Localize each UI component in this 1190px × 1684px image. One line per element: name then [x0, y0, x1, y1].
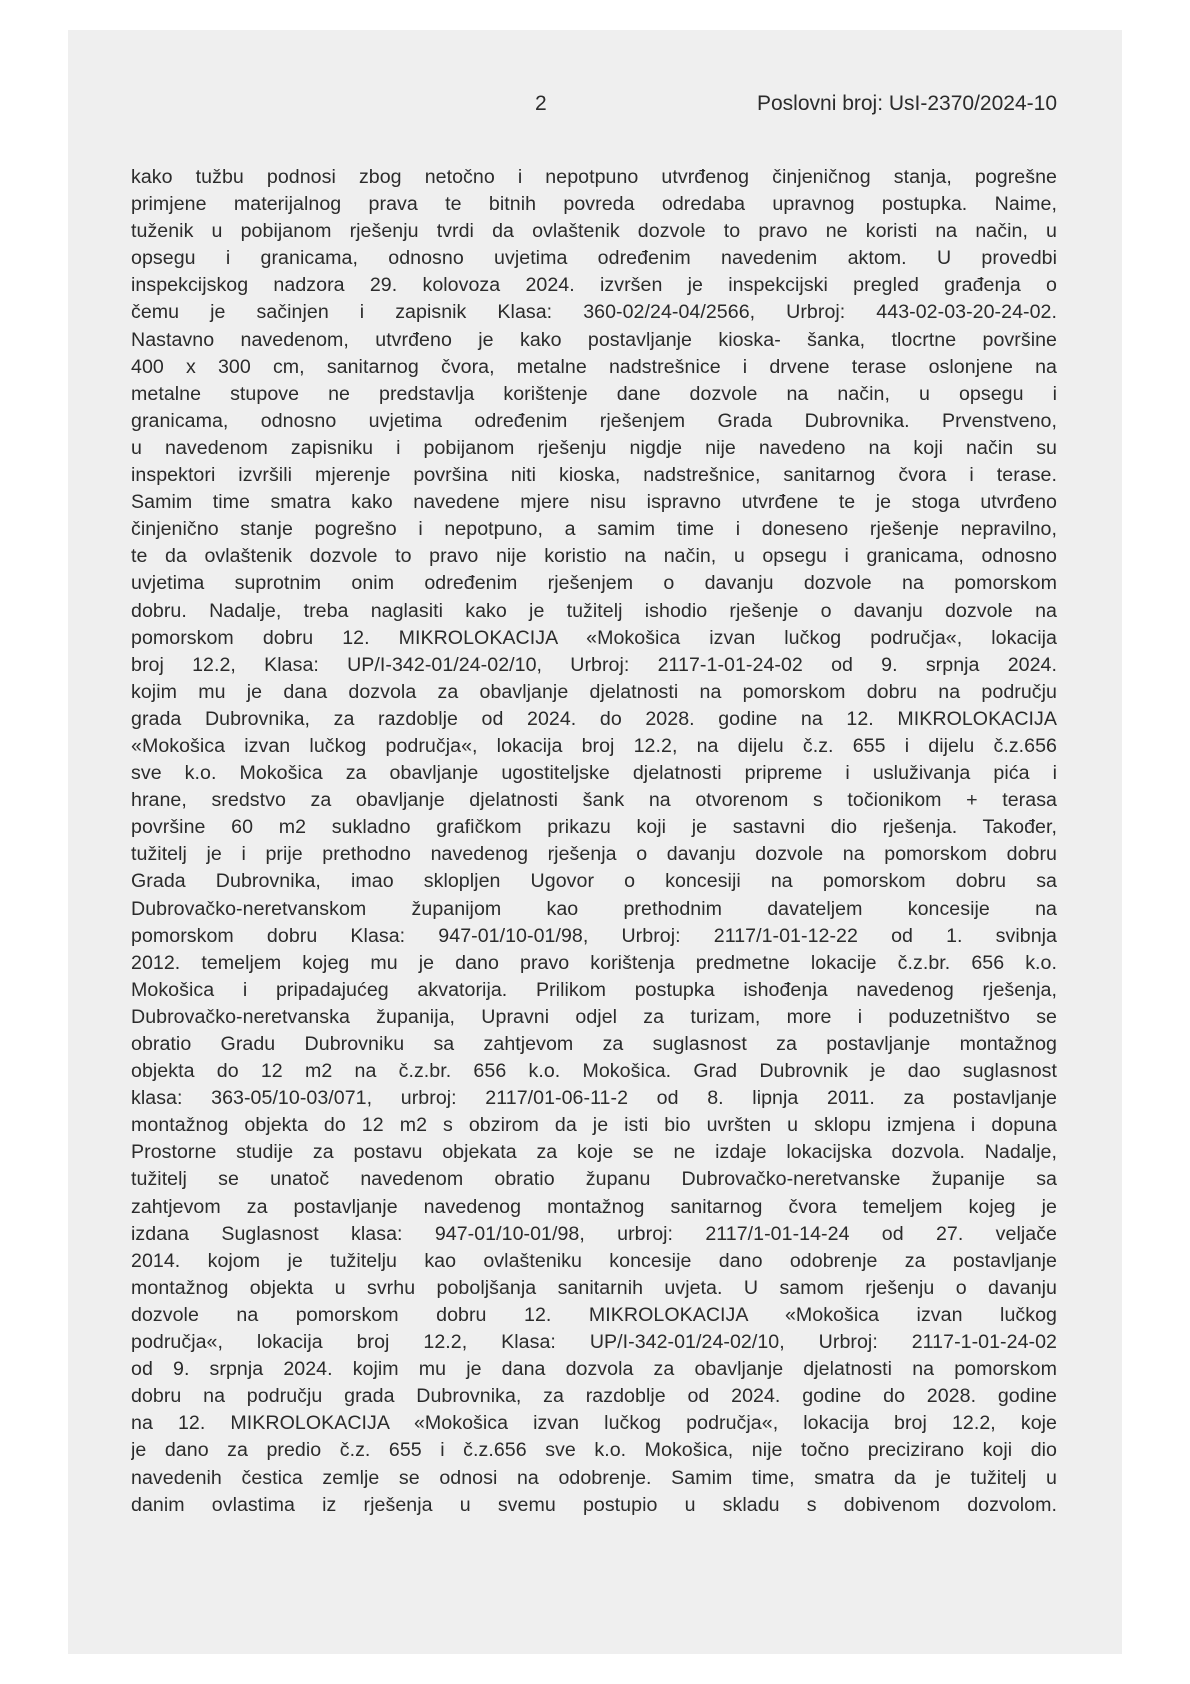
page-header — [131, 92, 1057, 122]
text-line: tužitelj je i prije prethodno navedenog rješenja o davanju dozvole na pomorskom dobru — [131, 843, 1057, 866]
text-line: čemu je sačinjen i zapisnik Klasa: 360-02/24-04/2566, Urbroj: 443-02-03-20-24-02. — [131, 301, 1057, 324]
text-line: danim ovlastima iz rješenja u svemu postupio u skladu s dobivenom dozvolom. — [131, 1493, 1057, 1516]
text-line: Mokošica i pripadajućeg akvatorija. Prilikom postupka ishođenja navedenog rješenja, — [131, 978, 1057, 1001]
text-line: Prostorne studije za postavu objekata za koje se ne izdaje lokacijska dozvola. Nadalje, — [131, 1141, 1057, 1164]
text-line: primjene materijalnog prava te bitnih povreda odredaba upravnog postupka. Naime, — [131, 193, 1057, 216]
text-line: činjenično stanje pogrešno i nepotpuno, a samim time i doneseno rješenje nepravilno, — [131, 518, 1057, 541]
text-line: inspekcijskog nadzora 29. kolovoza 2024. izvršen je inspekcijski pregled građenja o — [131, 274, 1057, 297]
text-line: klasa: 363-05/10-03/071, urbroj: 2117/01-06-11-2 od 8. lipnja 2011. za postavljanje — [131, 1087, 1057, 1110]
case-number: Poslovni broj: UsI-2370/2024-10 — [756, 92, 1057, 115]
text-line: opsegu i granicama, odnosno uvjetima određenim navedenim aktom. U provedbi — [131, 247, 1057, 270]
text-line: Dubrovačko-neretvanskom županijom kao prethodnim davateljem koncesije na — [131, 897, 1057, 920]
text-line: objekta do 12 m2 na č.z.br. 656 k.o. Mokošica. Grad Dubrovnik je dao suglasnost — [131, 1060, 1057, 1083]
text-line: na 12. MIKROLOKACIJA «Mokošica izvan lučkog područja«, lokacija broj 12.2, koje — [131, 1412, 1057, 1435]
text-line: izdana Suglasnost klasa: 947-01/10-01/98, urbroj: 2117/1-01-14-24 od 27. veljače — [131, 1222, 1057, 1245]
text-line: je dano za predio č.z. 655 i č.z.656 sve k.o. Mokošica, nije točno precizirano koji dio — [131, 1439, 1057, 1462]
text-line: pomorskom dobru 12. MIKROLOKACIJA «Mokošica izvan lučkog područja«, lokacija — [131, 626, 1057, 649]
text-line: montažnog objekta u svrhu poboljšanja sanitarnih uvjeta. U samom rješenju o davanju — [131, 1276, 1057, 1299]
text-line: dobru. Nadalje, treba naglasiti kako je tužitelj ishodio rješenje o davanju dozvole na — [131, 599, 1057, 622]
text-line: pomorskom dobru Klasa: 947-01/10-01/98, Urbroj: 2117/1-01-12-22 od 1. svibnja — [131, 924, 1057, 947]
text-line: granicama, odnosno uvjetima određenim rješenjem Grada Dubrovnika. Prvenstveno, — [131, 409, 1057, 432]
page-number: 2 — [535, 92, 547, 115]
text-line: navedenih čestica zemlje se odnosi na odobrenje. Samim time, smatra da je tužitelj u — [131, 1466, 1057, 1489]
text-line: metalne stupove ne predstavlja korištenje dane dozvole na način, u opsegu i — [131, 382, 1057, 405]
text-line: tuženik u pobijanom rješenju tvrdi da ovlaštenik dozvole to pravo ne koristi na način, u — [131, 220, 1057, 243]
text-line: zahtjevom za postavljanje navedenog montažnog sanitarnog čvora temeljem kojeg je — [131, 1195, 1057, 1218]
text-line: broj 12.2, Klasa: UP/I-342-01/24-02/10, Urbroj: 2117-1-01-24-02 od 9. srpnja 2024. — [131, 653, 1057, 676]
text-line: područja«, lokacija broj 12.2, Klasa: UP/I-342-01/24-02/10, Urbroj: 2117-1-01-24-02 — [131, 1331, 1057, 1354]
text-line: «Mokošica izvan lučkog područja«, lokacija broj 12.2, na dijelu č.z. 655 i dijelu č.z.656 — [131, 734, 1057, 757]
text-line: 2012. temeljem kojeg mu je dano pravo korištenja predmetne lokacije č.z.br. 656 k.o. — [131, 951, 1057, 974]
text-line: Nastavno navedenom, utvrđeno je kako postavljanje kioska- šanka, tlocrtne površine — [131, 328, 1057, 351]
text-line: montažnog objekta do 12 m2 s obzirom da je isti bio uvršten u sklopu izmjena i dopuna — [131, 1114, 1057, 1137]
text-line: inspektori izvršili mjerenje površina niti kioska, nadstrešnice, sanitarnog čvora i terase. — [131, 464, 1057, 487]
text-line: hrane, sredstvo za obavljanje djelatnosti šank na otvorenom s točionikom + terasa — [131, 789, 1057, 812]
text-line: 400 x 300 cm, sanitarnog čvora, metalne nadstrešnice i drvene terase oslonjene na — [131, 355, 1057, 378]
text-line: te da ovlaštenik dozvole to pravo nije koristio na način, u opsegu i granicama, odnosno — [131, 545, 1057, 568]
text-line: od 9. srpnja 2024. kojim mu je dana dozvola za obavljanje djelatnosti na pomorskom — [131, 1358, 1057, 1381]
text-line: uvjetima suprotnim onim određenim rješenjem o davanju dozvole na pomorskom — [131, 572, 1057, 595]
text-line: obratio Gradu Dubrovniku sa zahtjevom za suglasnost za postavljanje montažnog — [131, 1033, 1057, 1055]
text-line: Grada Dubrovnika, imao sklopljen Ugovor o koncesiji na pomorskom dobru sa — [131, 870, 1057, 893]
text-line: kojim mu je dana dozvola za obavljanje djelatnosti na pomorskom dobru na području — [131, 680, 1057, 703]
body-paragraph — [131, 164, 1057, 1519]
text-line: Dubrovačko-neretvanska županija, Upravni odjel za turizam, more i poduzetništvo se — [131, 1005, 1057, 1028]
text-line: površine 60 m2 sukladno grafičkom prikazu koji je sastavni dio rješenja. Također, — [131, 816, 1057, 839]
text-line: grada Dubrovnika, za razdoblje od 2024. do 2028. godine na 12. MIKROLOKACIJA — [131, 707, 1057, 730]
text-line: dobru na području grada Dubrovnika, za razdoblje od 2024. godine do 2028. godine — [131, 1385, 1057, 1408]
text-line: sve k.o. Mokošica za obavljanje ugostiteljske djelatnosti pripreme i usluživanja pića i — [131, 762, 1057, 785]
text-line: tužitelj se unatoč navedenom obratio županu Dubrovačko-neretvanske županije sa — [131, 1168, 1057, 1191]
text-line: u navedenom zapisniku i pobijanom rješenju nigdje nije navedeno na koji način su — [131, 436, 1057, 459]
text-line: Samim time smatra kako navedene mjere nisu ispravno utvrđene te je stoga utvrđeno — [131, 491, 1057, 514]
text-line: dozvole na pomorskom dobru 12. MIKROLOKACIJA «Mokošica izvan lučkog — [131, 1303, 1057, 1326]
text-line: 2014. kojom je tužitelju kao ovlašteniku koncesije dano odobrenje za postavljanje — [131, 1249, 1057, 1272]
text-line: kako tužbu podnosi zbog netočno i nepotpuno utvrđenog činjeničnog stanja, pogrešne — [131, 166, 1057, 188]
